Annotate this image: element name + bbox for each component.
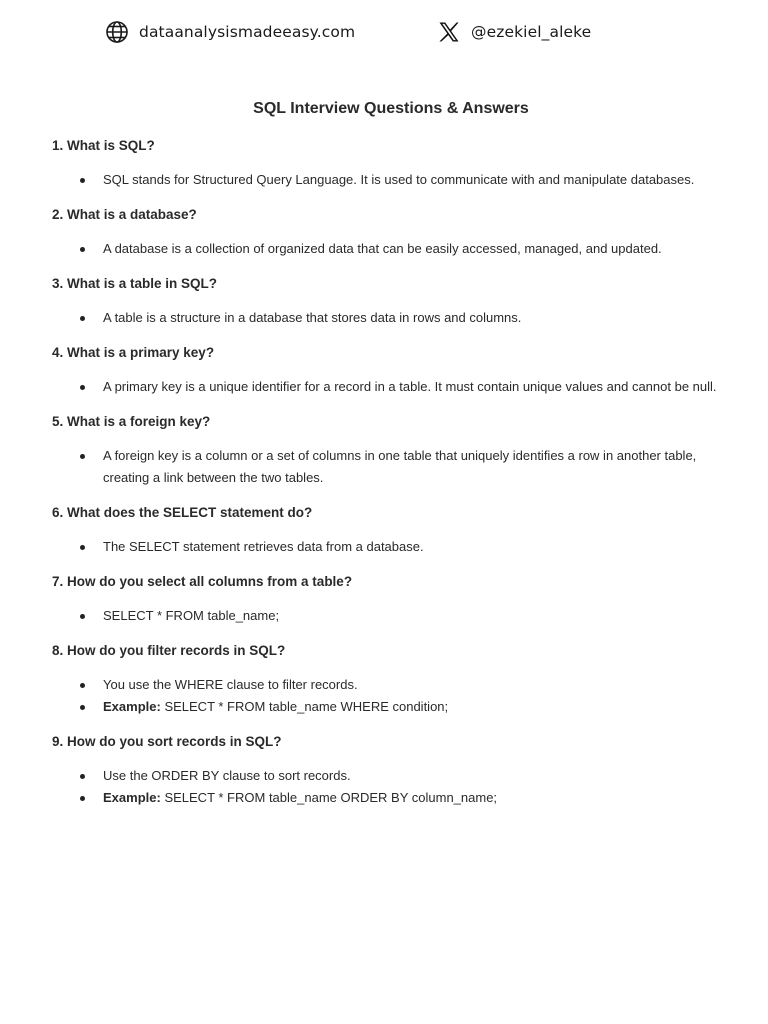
answer-list (52, 445, 722, 489)
answer-text: SELECT * FROM table_name ORDER BY column_name; (164, 790, 498, 805)
qa-list (52, 138, 722, 809)
answer-list (52, 307, 722, 329)
question-heading: 7. How do you select all columns from a table? (52, 574, 353, 589)
question-heading: 2. What is a database? (52, 207, 197, 222)
answer-bullet (52, 605, 722, 627)
answer-list (52, 674, 722, 718)
document-body (52, 100, 722, 825)
answer-text: A primary key is a unique identifier for a record in a table. It must contain unique values and cannot be null. (103, 379, 717, 394)
answer-text: The SELECT statement retrieves data from a database. (103, 539, 424, 554)
document-title: SQL Interview Questions & Answers (253, 100, 529, 117)
answer-list (52, 536, 722, 558)
social-handle-text: @ezekiel_aleke (471, 23, 592, 41)
answer-bullet (52, 696, 722, 718)
answer-bullet (52, 536, 722, 558)
answer-bullet (52, 445, 722, 489)
answer-bullet (52, 307, 722, 329)
example-label: Example: (103, 790, 161, 805)
answer-list (52, 765, 722, 809)
social-handle-link[interactable] (437, 20, 591, 44)
answer-text: A table is a structure in a database that stores data in rows and columns. (103, 310, 522, 325)
answer-text: Use the ORDER BY clause to sort records. (103, 768, 351, 783)
answer-list (52, 376, 722, 398)
question-heading: 5. What is a foreign key? (52, 414, 211, 429)
answer-text: SQL stands for Structured Query Language. It is used to communicate with and manipulate databases. (103, 172, 695, 187)
answer-text: You use the WHERE clause to filter records. (103, 677, 358, 692)
question-heading: 8. How do you filter records in SQL? (52, 643, 286, 658)
website-text: dataanalysismadeeasy.com (139, 23, 356, 41)
answer-text: A database is a collection of organized data that can be easily accessed, managed, and updated. (103, 241, 662, 256)
question-heading: 4. What is a primary key? (52, 345, 215, 360)
answer-bullet (52, 376, 722, 398)
answer-text: A foreign key is a column or a set of columns in one table that uniquely identifies a row in another table, creating a link between the two tables. (103, 448, 697, 485)
x-logo-icon (437, 20, 461, 44)
question-heading: 6. What does the SELECT statement do? (52, 505, 313, 520)
answer-bullet (52, 674, 722, 696)
example-label: Example: (103, 699, 161, 714)
answer-bullet (52, 238, 722, 260)
globe-icon (105, 20, 129, 44)
question-heading: 3. What is a table in SQL? (52, 276, 218, 291)
answer-list (52, 605, 722, 627)
question-heading: 1. What is SQL? (52, 138, 155, 153)
answer-bullet (52, 169, 722, 191)
answer-text: SELECT * FROM table_name WHERE condition; (164, 699, 449, 714)
question-heading: 9. How do you sort records in SQL? (52, 734, 282, 749)
website-link[interactable] (105, 20, 355, 44)
answer-bullet (52, 765, 722, 787)
answer-list (52, 238, 722, 260)
page-header (0, 18, 768, 48)
answer-list (52, 169, 722, 191)
answer-text: SELECT * FROM table_name; (103, 608, 280, 623)
answer-bullet (52, 787, 722, 809)
